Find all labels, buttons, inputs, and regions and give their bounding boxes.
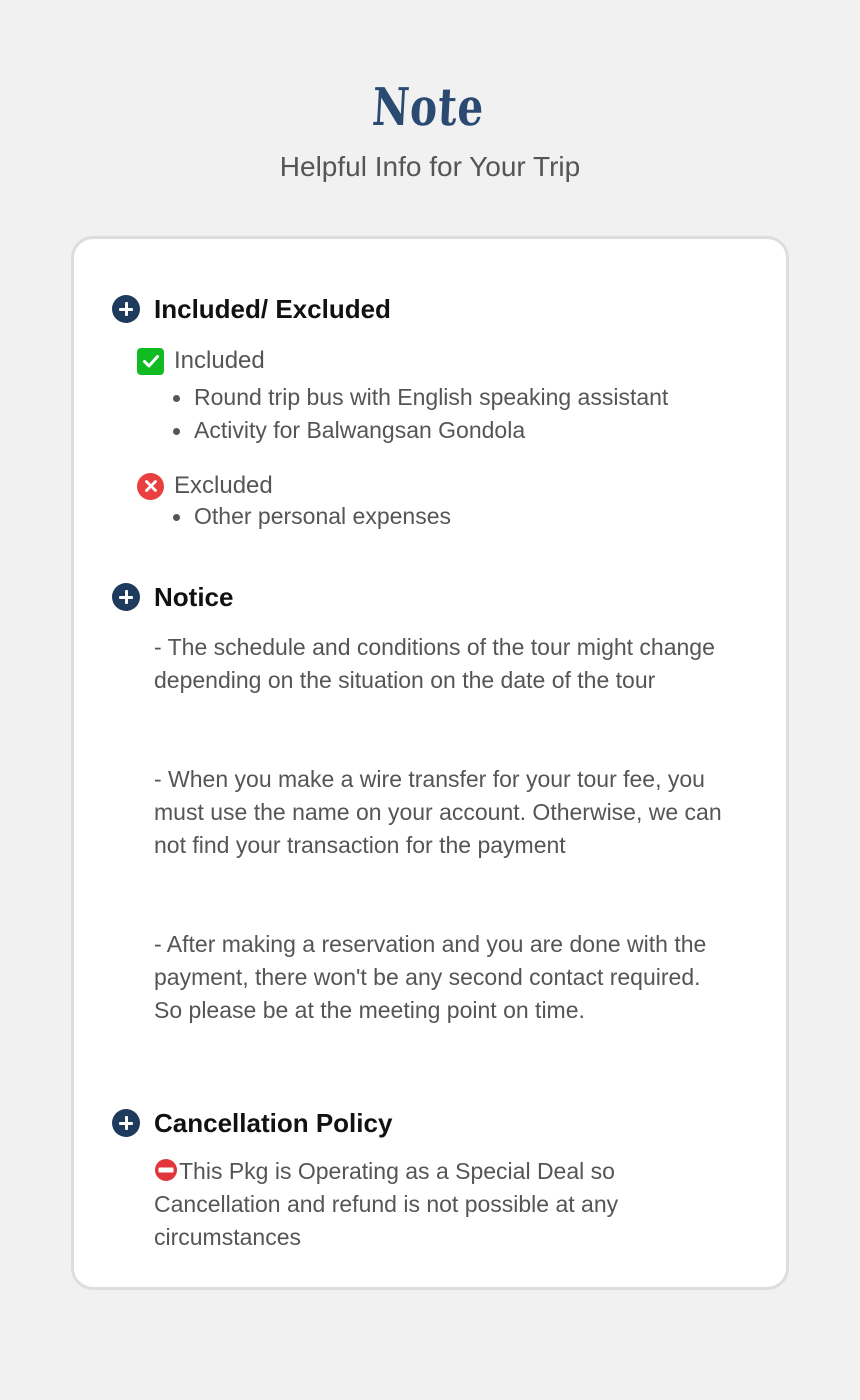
section-title: Included/ Excluded xyxy=(154,294,391,324)
list-item: Other personal expenses xyxy=(173,500,451,533)
cancellation-text: This Pkg is Operating as a Special Deal so Cancellation and refund is not possible at any circumstances xyxy=(154,1158,619,1250)
included-heading xyxy=(137,347,265,375)
list-item: Activity for Balwangsan Gondola xyxy=(173,414,668,447)
no-entry-icon xyxy=(154,1158,178,1182)
info-card xyxy=(71,236,789,1290)
included-label: Included xyxy=(174,347,265,374)
plus-circle-icon xyxy=(112,1109,140,1137)
excluded-heading xyxy=(137,472,273,500)
page-title: Note xyxy=(370,77,486,138)
x-circle-icon xyxy=(137,473,164,500)
notice-section-heading xyxy=(112,581,233,613)
notice-paragraph: - When you make a wire transfer for your tour fee, you must use the name on your account. Otherwise, we can not find your transaction for the payment xyxy=(154,766,722,858)
cancellation-paragraph xyxy=(154,1155,724,1254)
cancellation-section-heading xyxy=(112,1107,392,1139)
included-list xyxy=(173,381,668,447)
list-item: Round trip bus with English speaking assistant xyxy=(173,381,668,414)
included-excluded-section-heading xyxy=(112,293,391,325)
excluded-label: Excluded xyxy=(174,472,273,499)
page-subtitle: Helpful Info for Your Trip xyxy=(279,151,581,182)
notice-paragraph: - The schedule and conditions of the tour might change depending on the situation on the date of the tour xyxy=(154,634,715,693)
section-title: Notice xyxy=(154,582,234,612)
plus-circle-icon xyxy=(112,295,140,323)
section-title: Cancellation Policy xyxy=(154,1108,393,1138)
excluded-list xyxy=(173,500,451,533)
notice-paragraph: - After making a reservation and you are done with the payment, there won't be any second contact required. So please be at the meeting point on time. xyxy=(154,931,707,1023)
check-box-icon xyxy=(137,348,164,375)
plus-circle-icon xyxy=(112,583,140,611)
